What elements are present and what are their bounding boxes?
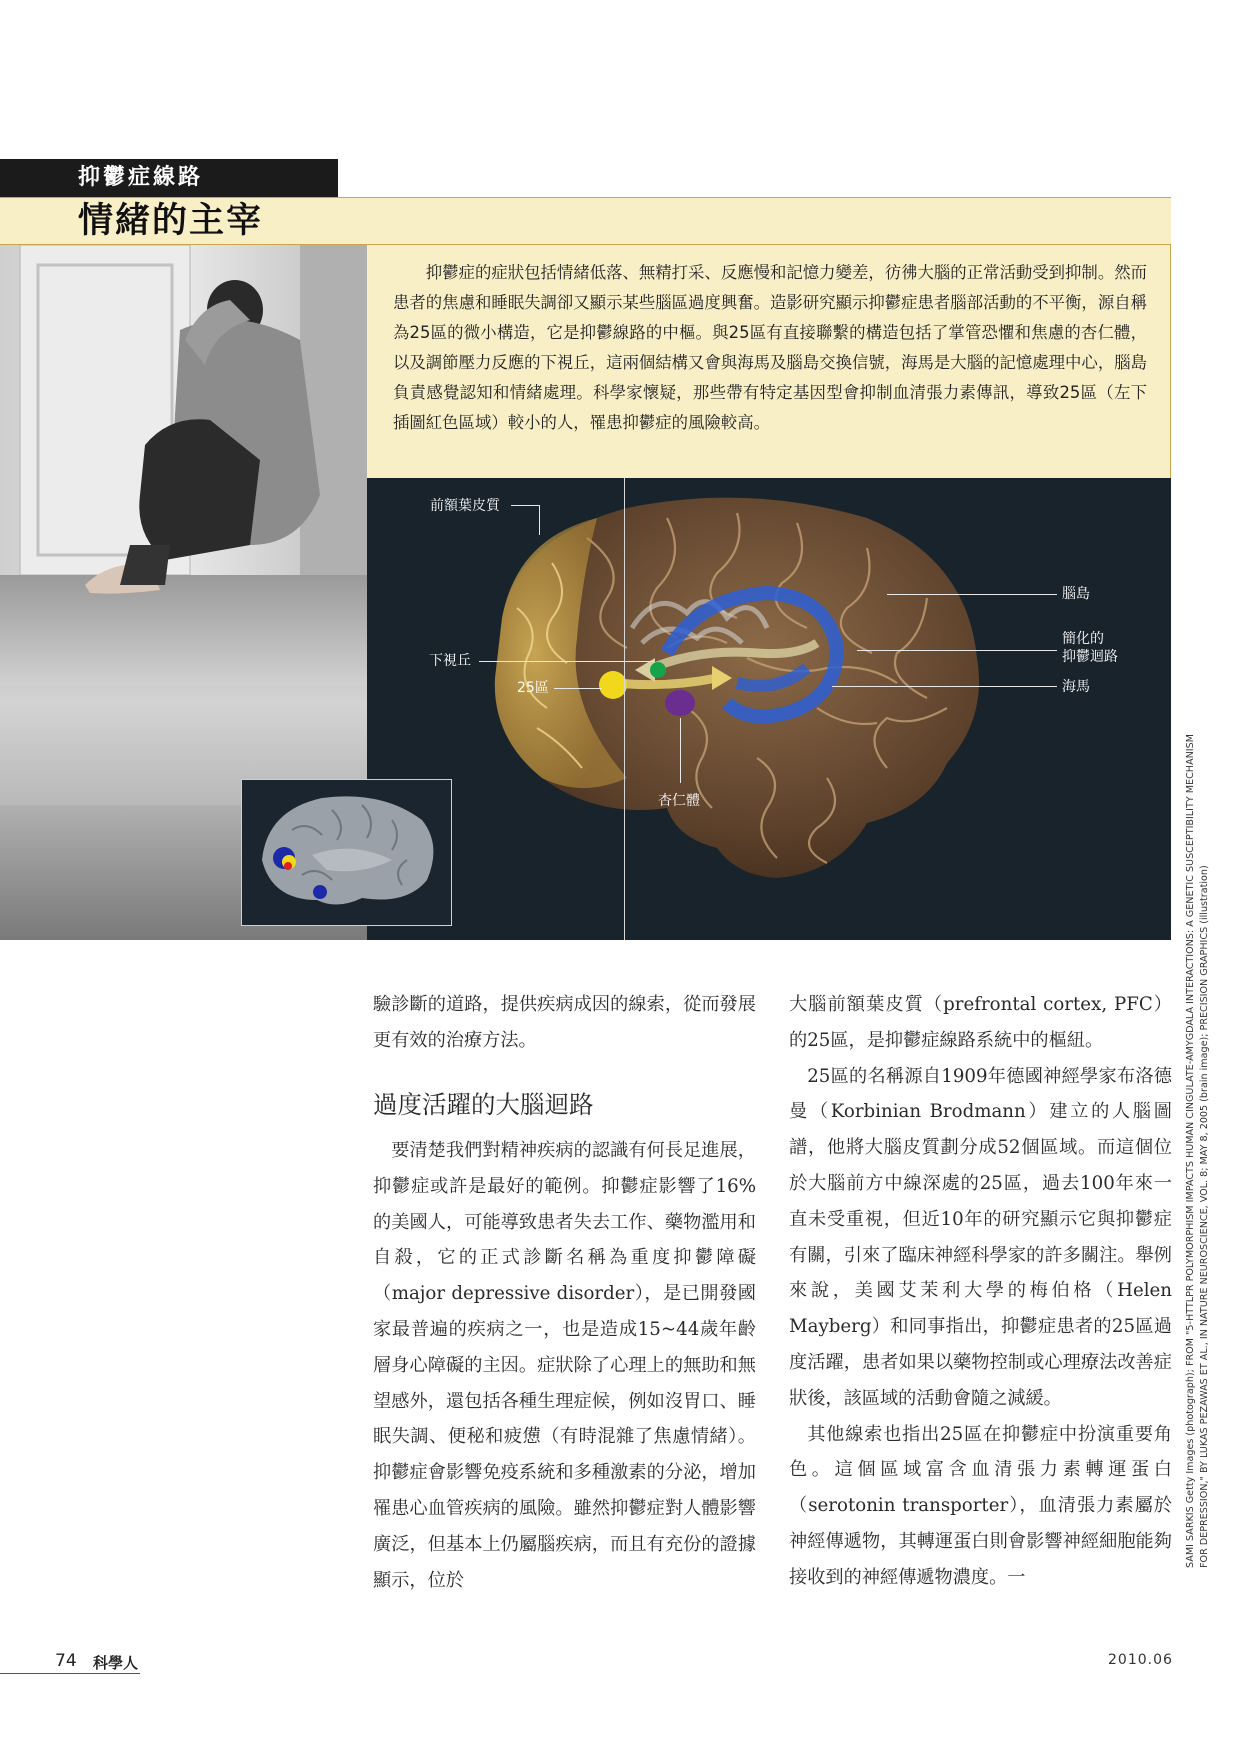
credit-line-2: FOR DEPRESSION," BY LUKAS PEZAWAS ET AL., IN NATURE NEUROSCIENCE, VOL. 8; MAY 8, 2005 (brain image); PRECISION GRAPHICS (illustration)	[1199, 865, 1210, 1568]
section-tag: 抑鬱症線路	[0, 159, 338, 197]
leader-insula	[887, 594, 1057, 595]
paragraph: 其他線索也指出25區在抑鬱症中扮演重要角色。這個區域富含血清張力素轉運蛋白（serotonin transporter），血清張力素屬於神經傳遞物，其轉運蛋白則會影響神經細胞能夠接收到的神經傳遞物濃度。一	[789, 1423, 1172, 1588]
leader-hippocampus	[832, 686, 1057, 687]
paragraph: 25區的名稱源自1909年德國神經學家布洛德曼（Korbinian Brodmann）建立的人腦圖譜，他將大腦皮質劃分成52個區域。而這個位於大腦前方中線深處的25區，過去100年來一直未受重視，但近10年的研究顯示它與抑鬱症有關，引來了臨床神經科學家的許多關注。舉例來說，美國艾茉利大學的梅伯格（Helen Mayberg）和同事指出，抑鬱症患者的25區過度活躍，患者如果以藥物控制或心理療法改善症狀後，該區域的活動會隨之減緩。	[789, 1065, 1172, 1409]
image-divider-line	[624, 478, 625, 940]
label-amygdala: 杏仁體	[658, 793, 700, 809]
page-number: 74	[55, 1651, 77, 1671]
body-column-left-main	[373, 1133, 756, 1598]
body-column-left-top	[373, 987, 756, 1059]
label-insula: 腦島	[1062, 586, 1090, 602]
section-subheading: 過度活躍的大腦迴路	[373, 1090, 594, 1119]
leader-prefrontal-cortex-v	[539, 505, 540, 535]
label-prefrontal-cortex: 前額葉皮質	[430, 498, 500, 514]
intro-text: 抑鬱症的症狀包括情緒低落、無精打采、反應慢和記憶力變差，彷彿大腦的正常活動受到抑制。然而患者的焦慮和睡眠失調卻又顯示某些腦區過度興奮。造影研究顯示抑鬱症患者腦部活動的不平衡，源自稱為25區的微小構造，它是抑鬱線路的中樞。與25區有直接聯繫的構造包括了掌管恐懼和焦慮的杏仁體，以及調節壓力反應的下視丘，這兩個結構又會與海馬及腦島交換信號，海馬是大腦的記憶處理中心，腦島負責感覺認知和情緒處理。科學家懷疑，那些帶有特定基因型會抑制血清張力素傳訊，導致25區（左下插圖紅色區域）較小的人，罹患抑鬱症的風險較高。	[393, 263, 1147, 432]
label-area-25: 25區	[517, 680, 549, 696]
footer-rule	[0, 1673, 140, 1674]
credit-line-1: SAMI SARKIS Getty Images (photograph); FROM "5-HTTLPR POLYMORPHISM IMPACTS HUMAN CINGULATE-AMYGDALA INTERACTIONS: A GENETIC SUSCEPTIBILITY MECHANISM	[1185, 734, 1196, 1568]
issue-date: 2010.06	[1108, 1652, 1173, 1668]
brain-scan-inset	[241, 779, 452, 926]
magazine-name: 科學人	[93, 1654, 139, 1672]
leader-circuit	[857, 650, 1057, 651]
label-circuit-line2: 抑鬱迴路	[1062, 649, 1118, 665]
page-title: 情緒的主宰	[78, 201, 264, 241]
paragraph: 大腦前額葉皮質（prefrontal cortex, PFC）的25區，是抑鬱症線路系統中的樞紐。	[789, 994, 1172, 1051]
label-hippocampus: 海馬	[1062, 679, 1090, 695]
image-credit	[1184, 688, 1212, 1568]
brain-circuit-illustration	[367, 478, 1171, 940]
leader-hypothalamus	[479, 661, 654, 662]
leader-amygdala	[680, 718, 681, 783]
leader-prefrontal-cortex	[511, 505, 539, 506]
label-circuit-line1: 簡化的	[1062, 631, 1104, 647]
body-column-right	[789, 987, 1172, 1596]
paragraph-continuation: 驗診斷的道路，提供疾病成因的線索，從而發展更有效的治療方法。	[373, 994, 756, 1051]
leader-area-25	[554, 688, 602, 689]
label-hypothalamus: 下視丘	[429, 653, 471, 669]
paragraph: 要清楚我們對精神疾病的認識有何長足進展，抑鬱症或許是最好的範例。抑鬱症影響了16%的美國人，可能導致患者失去工作、藥物濫用和自殺，它的正式診斷名稱為重度抑鬱障礙（major depressive disorder），是已開發國家最普遍的疾病之一，也是造成15~44歲年齡層身心障礙的主因。症狀除了心理上的無助和無望感外，還包括各種生理症候，例如沒胃口、睡眠失調、便秘和疲憊（有時混雜了焦慮情緒）。抑鬱症會影響免疫系統和多種激素的分泌，增加罹患心血管疾病的風險。雖然抑鬱症對人體影響廣泛，但基本上仍屬腦疾病，而且有充份的證據顯示，位於	[373, 1140, 756, 1591]
